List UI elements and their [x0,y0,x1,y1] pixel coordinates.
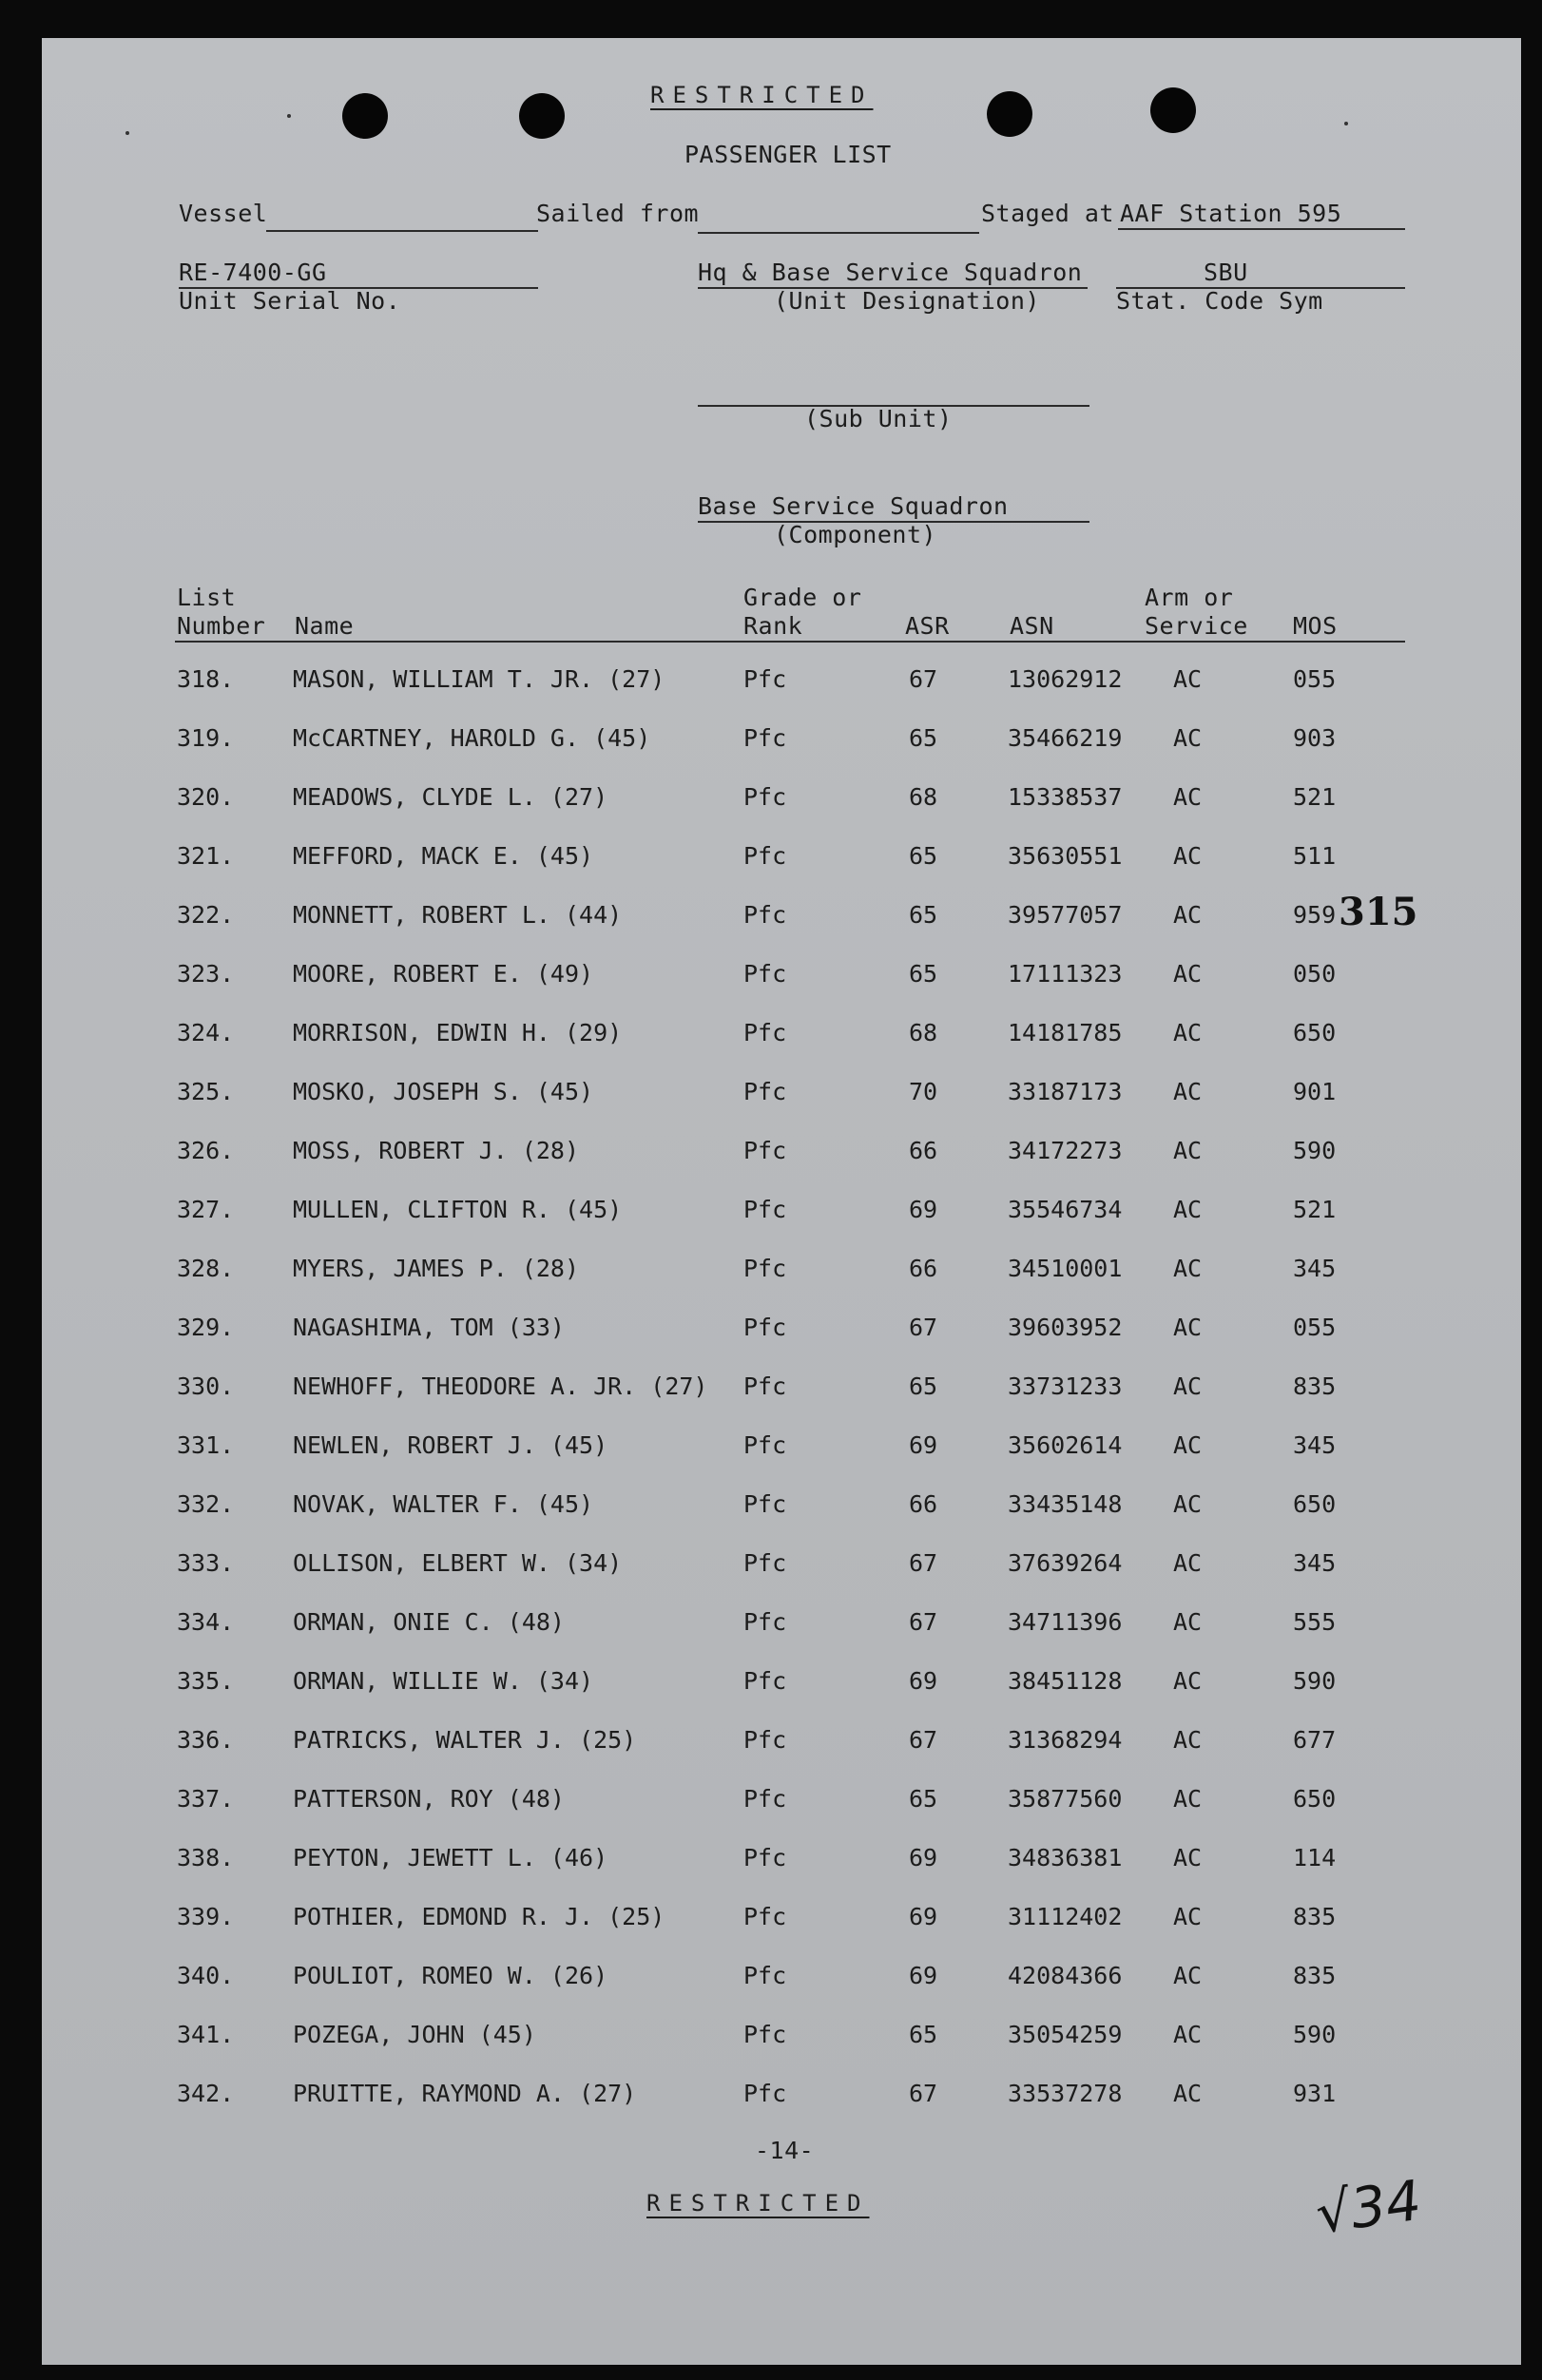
cell-grade: Pfc [743,1314,787,1341]
cell-grade: Pfc [743,842,787,870]
cell-arm: AC [1173,1549,1203,1577]
cell-arm: AC [1173,665,1203,693]
handwritten-mark: √34 [1311,2167,1425,2247]
cell-arm: AC [1173,724,1203,752]
cell-asn: 33731233 [1008,1372,1123,1400]
cell-asr: 68 [909,1019,938,1046]
table-row [42,1431,1521,1469]
cell-asn: 33187173 [1008,1078,1123,1105]
cell-name: MONNETT, ROBERT L. (44) [293,901,623,929]
cell-asr: 69 [909,1431,938,1459]
table-row [42,1019,1521,1057]
table-row [42,2080,1521,2118]
cell-asr: 69 [909,1903,938,1930]
table-row [42,724,1521,762]
table-row [42,1137,1521,1175]
cell-mos: 345 [1293,1549,1337,1577]
cell-asr: 67 [909,2080,938,2107]
cell-asr: 65 [909,960,938,988]
cell-asn: 15338537 [1008,783,1123,811]
cell-grade: Pfc [743,1667,787,1695]
cell-asn: 34172273 [1008,1137,1123,1164]
unit-serial-value: RE-7400-GG [179,259,327,286]
cell-arm: AC [1173,1726,1203,1754]
cell-num: 335. [177,1667,235,1695]
cell-name: MULLEN, CLIFTON R. (45) [293,1196,623,1223]
cell-asr: 66 [909,1255,938,1282]
table-row [42,1255,1521,1293]
cell-name: NOVAK, WALTER F. (45) [293,1490,594,1518]
vessel-label: Vessel [179,200,268,227]
cell-mos: 521 [1293,783,1337,811]
cell-num: 320. [177,783,235,811]
cell-num: 336. [177,1726,235,1754]
cell-mos: 590 [1293,2021,1337,2048]
cell-arm: AC [1173,1078,1203,1105]
cell-mos: 903 [1293,724,1337,752]
cell-asn: 34711396 [1008,1608,1123,1636]
cell-num: 325. [177,1078,235,1105]
punch-hole [519,93,565,139]
cell-num: 324. [177,1019,235,1046]
cell-asn: 35602614 [1008,1431,1123,1459]
page-number: -14- [755,2137,815,2164]
cell-name: OLLISON, ELBERT W. (34) [293,1549,623,1577]
header-rule [175,641,1405,643]
cell-num: 329. [177,1314,235,1341]
table-row [42,2021,1521,2059]
cell-num: 332. [177,1490,235,1518]
staged-label: Staged at [981,200,1114,227]
document-page [42,38,1521,2365]
cell-arm: AC [1173,960,1203,988]
cell-asn: 35630551 [1008,842,1123,870]
table-row [42,783,1521,821]
cell-arm: AC [1173,783,1203,811]
classification-top: RESTRICTED [650,82,874,108]
cell-grade: Pfc [743,1549,787,1577]
cell-asn: 39577057 [1008,901,1123,929]
cell-mos: 677 [1293,1726,1337,1754]
cell-asn: 35877560 [1008,1785,1123,1813]
cell-name: MEFFORD, MACK E. (45) [293,842,594,870]
cell-name: PATTERSON, ROY (48) [293,1785,565,1813]
col-name: Name [295,612,355,640]
cell-grade: Pfc [743,1137,787,1164]
cell-num: 331. [177,1431,235,1459]
sub-unit-label: (Sub Unit) [804,405,953,432]
col-arm: Arm or Service [1145,584,1248,640]
cell-name: ORMAN, ONIE C. (48) [293,1608,565,1636]
punch-hole [1150,87,1196,133]
col-grade: Grade or Rank [743,584,862,640]
cell-arm: AC [1173,2021,1203,2048]
staged-value: AAF Station 595 [1120,200,1342,227]
table-row [42,960,1521,998]
cell-arm: AC [1173,1844,1203,1871]
cell-grade: Pfc [743,1608,787,1636]
cell-num: 321. [177,842,235,870]
cell-grade: Pfc [743,724,787,752]
cell-asn: 31368294 [1008,1726,1123,1754]
document-title: PASSENGER LIST [684,141,892,168]
unit-serial-label: Unit Serial No. [179,287,401,315]
cell-grade: Pfc [743,783,787,811]
cell-name: PEYTON, JEWETT L. (46) [293,1844,608,1871]
cell-mos: 114 [1293,1844,1337,1871]
table-row [42,1314,1521,1352]
cell-asr: 69 [909,1844,938,1871]
cell-mos: 901 [1293,1078,1337,1105]
cell-arm: AC [1173,1490,1203,1518]
cell-mos: 511 [1293,842,1337,870]
cell-arm: AC [1173,1962,1203,1989]
table-row [42,1726,1521,1764]
staged-underline [1118,228,1405,230]
component-value: Base Service Squadron [698,492,1009,520]
cell-grade: Pfc [743,1255,787,1282]
cell-name: MYERS, JAMES P. (28) [293,1255,580,1282]
cell-asr: 66 [909,1490,938,1518]
cell-name: MOSKO, JOSEPH S. (45) [293,1078,594,1105]
cell-asn: 34836381 [1008,1844,1123,1871]
cell-name: PRUITTE, RAYMOND A. (27) [293,2080,637,2107]
cell-num: 339. [177,1903,235,1930]
cell-name: McCARTNEY, HAROLD G. (45) [293,724,651,752]
speck [287,114,291,118]
cell-num: 318. [177,665,235,693]
cell-mos: 835 [1293,1962,1337,1989]
cell-asn: 39603952 [1008,1314,1123,1341]
cell-mos: 835 [1293,1372,1337,1400]
cell-arm: AC [1173,1372,1203,1400]
cell-arm: AC [1173,1903,1203,1930]
punch-hole [342,93,388,139]
cell-arm: AC [1173,842,1203,870]
cell-name: NAGASHIMA, TOM (33) [293,1314,565,1341]
cell-num: 326. [177,1137,235,1164]
cell-num: 327. [177,1196,235,1223]
cell-num: 328. [177,1255,235,1282]
cell-name: ORMAN, WILLIE W. (34) [293,1667,594,1695]
cell-arm: AC [1173,1431,1203,1459]
cell-asr: 70 [909,1078,938,1105]
cell-num: 340. [177,1962,235,1989]
cell-mos: 050 [1293,960,1337,988]
table-row [42,1903,1521,1941]
cell-num: 341. [177,2021,235,2048]
cell-name: POTHIER, EDMOND R. J. (25) [293,1903,665,1930]
component-label: (Component) [774,521,937,548]
cell-num: 322. [177,901,235,929]
punch-hole [987,91,1032,137]
cell-mos: 590 [1293,1137,1337,1164]
cell-name: MOSS, ROBERT J. (28) [293,1137,580,1164]
cell-grade: Pfc [743,1785,787,1813]
cell-grade: Pfc [743,1962,787,1989]
cell-asn: 35466219 [1008,724,1123,752]
cell-grade: Pfc [743,1431,787,1459]
cell-mos: 345 [1293,1255,1337,1282]
cell-grade: Pfc [743,665,787,693]
col-mos: MOS [1293,612,1338,640]
cell-asn: 38451128 [1008,1667,1123,1695]
cell-arm: AC [1173,1314,1203,1341]
cell-num: 342. [177,2080,235,2107]
cell-arm: AC [1173,1785,1203,1813]
cell-arm: AC [1173,1255,1203,1282]
cell-asn: 35546734 [1008,1196,1123,1223]
table-row [42,1785,1521,1823]
cell-arm: AC [1173,1196,1203,1223]
cell-num: 334. [177,1608,235,1636]
cell-mos: 345 [1293,1431,1337,1459]
cell-name: PATRICKS, WALTER J. (25) [293,1726,637,1754]
table-row [42,901,1521,939]
table-row [42,842,1521,880]
sailed-underline [698,232,979,234]
classification-bottom: RESTRICTED [646,2190,870,2217]
speck [1344,122,1348,125]
cell-asn: 33435148 [1008,1490,1123,1518]
sailed-label: Sailed from [536,200,700,227]
cell-mos: 959 [1293,901,1337,929]
cell-asr: 67 [909,1608,938,1636]
cell-grade: Pfc [743,1903,787,1930]
cell-grade: Pfc [743,1372,787,1400]
cell-grade: Pfc [743,1078,787,1105]
cell-mos: 835 [1293,1903,1337,1930]
cell-mos: 055 [1293,665,1337,693]
cell-asn: 17111323 [1008,960,1123,988]
cell-grade: Pfc [743,1019,787,1046]
cell-mos: 055 [1293,1314,1337,1341]
unit-designation-label: (Unit Designation) [774,287,1040,315]
cell-asr: 65 [909,842,938,870]
table-row [42,1844,1521,1882]
unit-designation-value: Hq & Base Service Squadron [698,259,1083,286]
cell-num: 337. [177,1785,235,1813]
cell-name: MEADOWS, CLYDE L. (27) [293,783,608,811]
cell-name: POULIOT, ROMEO W. (26) [293,1962,608,1989]
cell-arm: AC [1173,901,1203,929]
table-row [42,1490,1521,1528]
table-row [42,1608,1521,1646]
cell-num: 319. [177,724,235,752]
table-row [42,1196,1521,1234]
cell-mos: 521 [1293,1196,1337,1223]
cell-grade: Pfc [743,1490,787,1518]
cell-asr: 65 [909,1372,938,1400]
cell-asn: 14181785 [1008,1019,1123,1046]
cell-asr: 69 [909,1667,938,1695]
cell-name: MORRISON, EDWIN H. (29) [293,1019,623,1046]
table-row [42,665,1521,703]
cell-asn: 35054259 [1008,2021,1123,2048]
stamp-number: 315 [1339,890,1418,934]
cell-grade: Pfc [743,1726,787,1754]
cell-grade: Pfc [743,1196,787,1223]
stat-code-value: SBU [1204,259,1248,286]
col-list-number: List Number [177,584,266,640]
cell-asn: 42084366 [1008,1962,1123,1989]
cell-asr: 65 [909,724,938,752]
table-row [42,1078,1521,1116]
cell-asr: 68 [909,783,938,811]
table-row [42,1962,1521,2000]
cell-asr: 67 [909,665,938,693]
cell-name: NEWHOFF, THEODORE A. JR. (27) [293,1372,708,1400]
cell-arm: AC [1173,1019,1203,1046]
cell-grade: Pfc [743,2021,787,2048]
cell-asr: 66 [909,1137,938,1164]
cell-asn: 33537278 [1008,2080,1123,2107]
cell-mos: 590 [1293,1667,1337,1695]
cell-asr: 67 [909,1549,938,1577]
vessel-underline [266,230,538,232]
cell-grade: Pfc [743,901,787,929]
cell-asr: 67 [909,1314,938,1341]
col-asn: ASN [1010,612,1054,640]
cell-asr: 65 [909,901,938,929]
table-row [42,1667,1521,1705]
cell-grade: Pfc [743,2080,787,2107]
cell-asn: 13062912 [1008,665,1123,693]
cell-arm: AC [1173,1667,1203,1695]
table-row [42,1372,1521,1411]
cell-mos: 650 [1293,1785,1337,1813]
cell-grade: Pfc [743,1844,787,1871]
cell-asn: 31112402 [1008,1903,1123,1930]
cell-arm: AC [1173,1608,1203,1636]
cell-asr: 69 [909,1196,938,1223]
cell-mos: 555 [1293,1608,1337,1636]
cell-num: 333. [177,1549,235,1577]
cell-arm: AC [1173,1137,1203,1164]
cell-num: 338. [177,1844,235,1871]
cell-asn: 37639264 [1008,1549,1123,1577]
cell-name: POZEGA, JOHN (45) [293,2021,536,2048]
cell-mos: 650 [1293,1019,1337,1046]
cell-asn: 34510001 [1008,1255,1123,1282]
table-row [42,1549,1521,1587]
speck [125,131,129,135]
cell-name: MASON, WILLIAM T. JR. (27) [293,665,665,693]
cell-num: 330. [177,1372,235,1400]
cell-mos: 650 [1293,1490,1337,1518]
col-asr: ASR [905,612,950,640]
cell-grade: Pfc [743,960,787,988]
cell-asr: 69 [909,1962,938,1989]
cell-name: NEWLEN, ROBERT J. (45) [293,1431,608,1459]
cell-mos: 931 [1293,2080,1337,2107]
cell-arm: AC [1173,2080,1203,2107]
cell-name: MOORE, ROBERT E. (49) [293,960,594,988]
cell-asr: 65 [909,1785,938,1813]
cell-asr: 67 [909,1726,938,1754]
cell-asr: 65 [909,2021,938,2048]
stat-code-label: Stat. Code Sym [1116,287,1323,315]
cell-num: 323. [177,960,235,988]
